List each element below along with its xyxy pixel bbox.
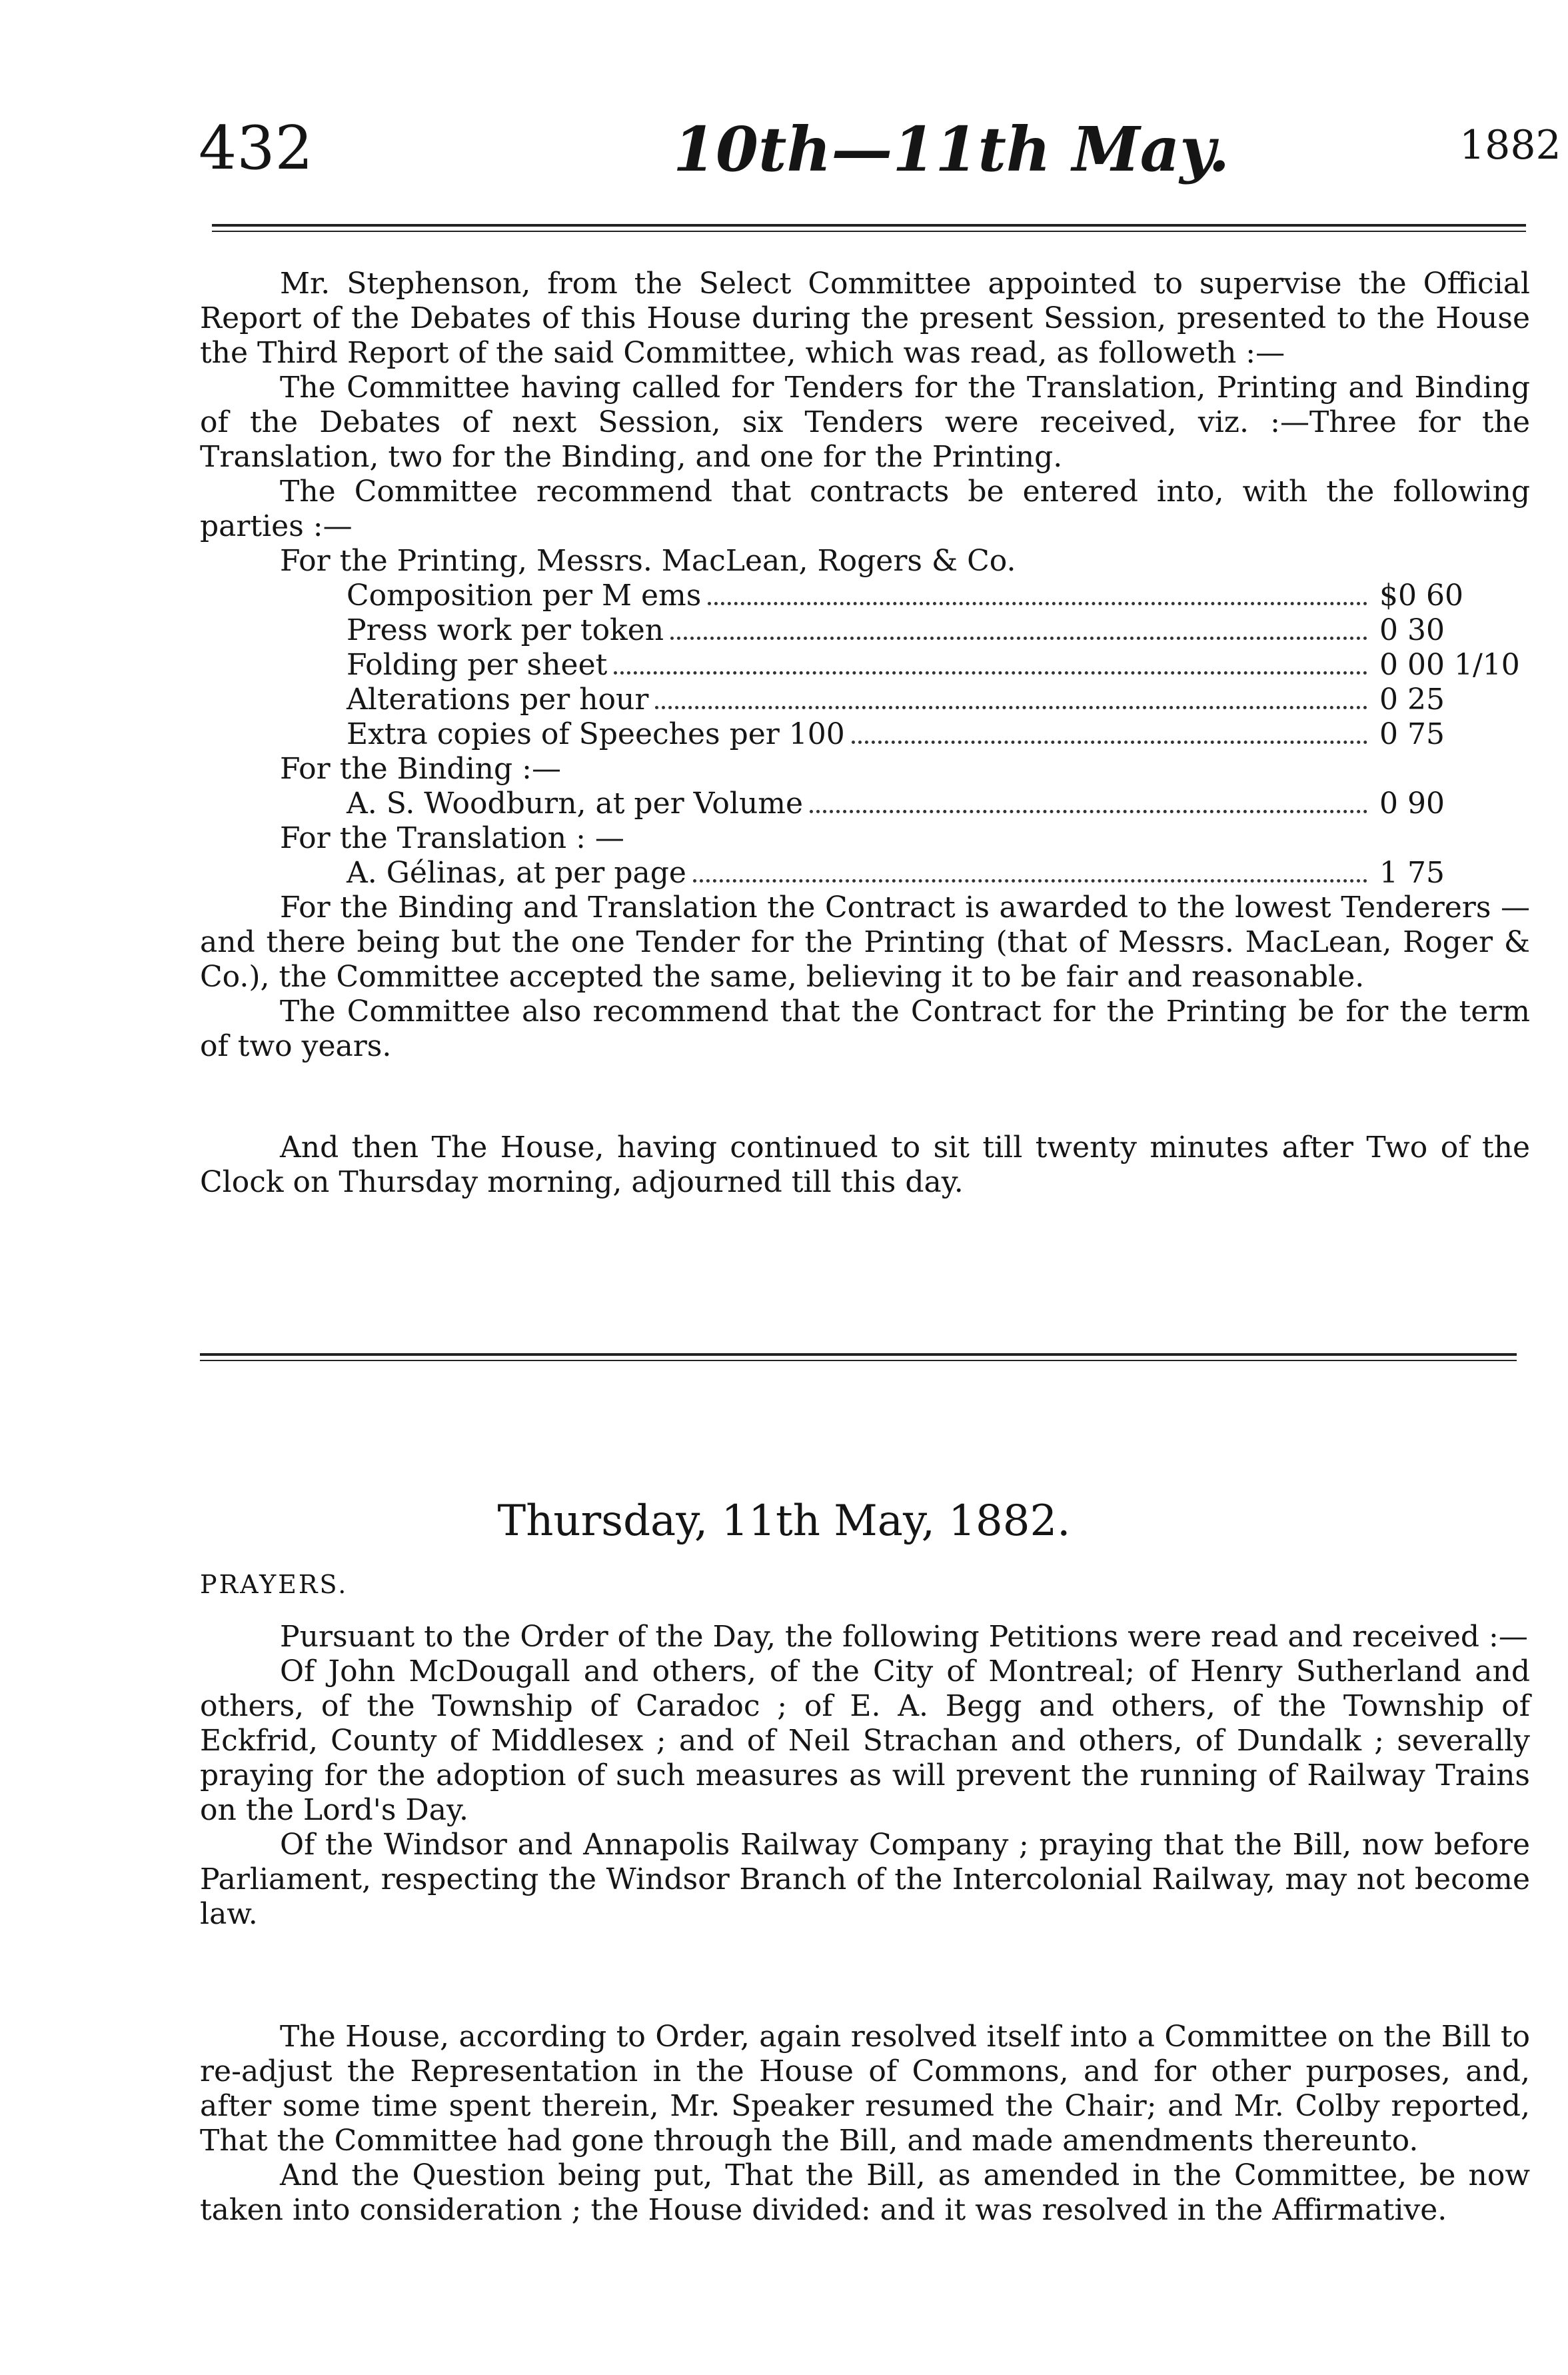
day-title: Thursday, 11th May, 1882. — [497, 1496, 1071, 1546]
petitions — [200, 1620, 1530, 1932]
proceedings-paragraph: And the Question being put, That the Bill, as amended in the Committee, be now taken into consideration ; the House divided: and it was resolved in the Affirmative. — [200, 2158, 1530, 2227]
page-number: 432 — [199, 113, 313, 183]
section-rule — [200, 1353, 1517, 1361]
running-head: 10th—11th May. — [673, 113, 1230, 185]
committee-report — [200, 267, 1530, 1064]
price-line — [347, 787, 1479, 821]
header-rule — [212, 224, 1526, 232]
price-amount: 0 25 — [1379, 683, 1445, 717]
proceedings-paragraph: The House, according to Order, again resolved itself into a Committee on the Bill to re-adjust the Representation in the House of Commons, and for other purposes, and, after some time spent therein, Mr. Speaker resumed the Chair; and Mr. Colby reported, That the Committee had gone through the Bill, and made amendments thereunto. — [200, 2020, 1530, 2158]
dot-leader — [852, 741, 1367, 744]
prayers-heading: PRAYERS. — [200, 1570, 349, 1599]
dot-leader — [810, 810, 1367, 813]
price-label: Folding per sheet — [347, 648, 608, 682]
report-paragraph: The Committee having called for Tenders for the Translation, Printing and Binding of the Debates of next Session, six Tenders were received, viz. :—Three for the Translation, two for the Binding, and one for the Printing. — [200, 371, 1530, 474]
petitions-intro: Pursuant to the Order of the Day, the following Petitions were read and received :— — [280, 1620, 1528, 1654]
adjournment-paragraph: And then The House, having continued to sit till twenty minutes after Two of the Clock on Thursday morning, adjourned till this day. — [200, 1131, 1530, 1199]
price-amount: 1 75 — [1379, 856, 1445, 890]
committee-proceedings — [200, 2020, 1530, 2228]
dot-leader — [670, 637, 1367, 640]
dot-leader — [655, 706, 1367, 709]
price-label: Extra copies of Speeches per 100 — [347, 717, 845, 751]
price-line — [347, 648, 1520, 683]
price-label: Press work per token — [347, 613, 664, 647]
report-paragraph: The Committee also recommend that the Contract for the Printing be for the term of two years. — [200, 995, 1530, 1063]
price-amount: $0 60 — [1379, 579, 1463, 613]
price-label: A. S. Woodburn, at per Volume — [347, 787, 804, 821]
price-label: A. Gélinas, at per page — [347, 856, 686, 890]
price-line — [347, 683, 1479, 717]
price-label: Alterations per hour — [347, 683, 649, 717]
price-label: Composition per M ems — [347, 579, 702, 613]
report-paragraph: Mr. Stephenson, from the Select Committee appointed to supervise the Official Report of the Debates of this House during the present Session, presented to the House the Third Report of the said Committee, which was read, as followeth :— — [200, 267, 1530, 370]
price-line — [347, 856, 1479, 891]
price-line — [347, 717, 1479, 752]
dot-leader — [693, 879, 1367, 883]
price-amount: 0 00 1/10 — [1379, 648, 1520, 682]
translation-heading: For the Translation : — — [280, 821, 624, 855]
report-paragraph: The Committee recommend that contracts be entered into, with the following parties :— — [200, 475, 1530, 543]
price-amount: 0 90 — [1379, 787, 1445, 821]
report-paragraph: For the Binding and Translation the Contract is awarded to the lowest Tenderers —and there being but the one Tender for the Printing (that of Messrs. MacLean, Roger & Co.), the Committee accepted the same, believing it to be fair and reasonable. — [200, 891, 1530, 994]
petition-entry: Of the Windsor and Annapolis Railway Company ; praying that the Bill, now before Parliament, respecting the Windsor Branch of the Intercolonial Railway, may not become law. — [200, 1828, 1530, 1931]
price-line — [347, 579, 1479, 613]
adjournment — [200, 1131, 1530, 1200]
price-amount: 0 75 — [1379, 717, 1445, 751]
printing-heading: For the Printing, Messrs. MacLean, Rogers & Co. — [280, 544, 1016, 578]
dot-leader — [708, 602, 1367, 605]
header-year: 1882 — [1459, 122, 1561, 169]
binding-heading: For the Binding :— — [280, 752, 561, 786]
price-amount: 0 30 — [1379, 613, 1445, 647]
petition-entry: Of John McDougall and others, of the City of Montreal; of Henry Sutherland and others, of the Township of Caradoc ; of E. A. Begg and others, of the Township of Eckfrid, County of Middlesex ; and of Neil Strachan and others, of Dundalk ; severally praying for the adoption of such measures as will prevent the running of Railway Trains on the Lord's Day. — [200, 1654, 1530, 1827]
dot-leader — [614, 671, 1367, 675]
price-line — [347, 613, 1479, 648]
